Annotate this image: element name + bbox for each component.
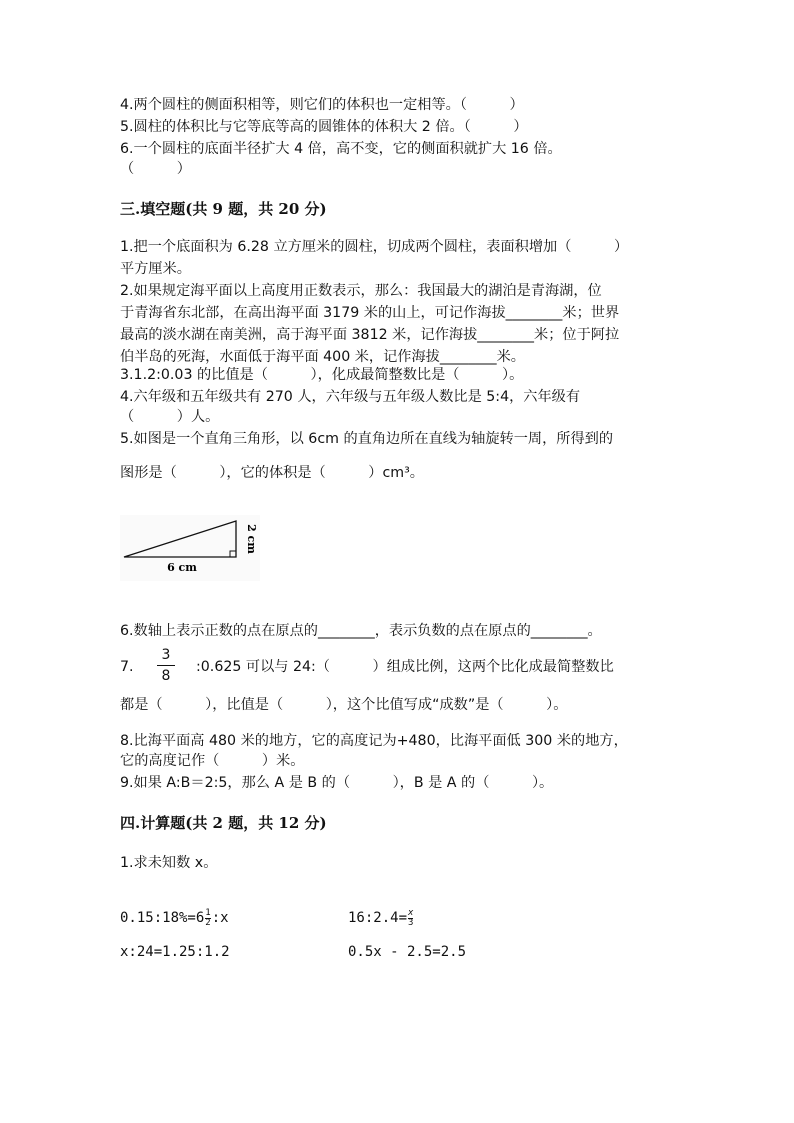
- fill-question-4: 4.六年级和五年级共有 270 人，六年级与五年级人数比是 5:4，六年级有: [120, 389, 581, 405]
- fraction-bar: [157, 665, 175, 666]
- fill-question-6: 6.数轴上表示正数的点在原点的________，表示负数的点在原点的________。: [120, 623, 602, 639]
- fill-question-8-cont: 它的高度记作（ ）米。: [120, 753, 305, 769]
- base-label: 6 cm: [167, 561, 197, 574]
- fill-question-7-number: 7.: [120, 659, 134, 675]
- fill-question-3: 3.1.2:0.03 的比值是（ ），化成最简整数比是（ ）。: [120, 367, 524, 383]
- equation-4: 0.5x - 2.5=2.5: [348, 944, 467, 960]
- fraction-three-eighths: [157, 647, 175, 684]
- equation-1-fraction: [205, 909, 210, 928]
- judge-question-5: 5.圆柱的体积比与它等底等高的圆锥体的体积大 2 倍。（ ）: [120, 119, 528, 135]
- equation-1-left: 0.15:18%=6: [120, 910, 205, 926]
- equation-2-fraction-num: x: [408, 907, 414, 918]
- fill-question-5: 5.如图是一个直角三角形，以 6cm 的直角边所在直线为轴旋转一周，所得到的: [120, 431, 614, 447]
- fill-question-7-cont: 都是（ ），比值是（ ），这个比值写成“成数”是（ ）。: [120, 697, 568, 713]
- fill-question-2-cont1: 于青海省东北部，在高出海平面 3179 米的山上，可记作海拔________米；世界: [120, 305, 620, 321]
- equation-2-fraction-den: 3: [408, 917, 414, 928]
- equation-1-fraction-den: 2: [205, 917, 211, 928]
- equation-1-right: :x: [211, 910, 229, 926]
- fill-question-7: :0.625 可以与 24:（ ）组成比例，这两个比化成最简整数比: [196, 659, 614, 675]
- equation-2: [348, 908, 414, 928]
- judge-question-6: 6.一个圆柱的底面半径扩大 4 倍，高不变，它的侧面积就扩大 16 倍。: [120, 141, 562, 157]
- fill-question-2-cont2: 最高的淡水湖在南美洲，高于海平面 3812 米，记作海拔________米；位于阿拉: [120, 327, 620, 343]
- fill-question-1-cont: 平方厘米。: [120, 261, 191, 277]
- right-triangle-figure: [120, 515, 260, 581]
- fill-question-1: 1.把一个底面积为 6.28 立方厘米的圆柱，切成两个圆柱，表面积增加（ ）: [120, 239, 629, 255]
- equation-2-fraction: [408, 909, 413, 928]
- equation-1: [120, 908, 229, 928]
- calc-question-1: 1.求未知数 x。: [120, 855, 218, 871]
- equation-1-fraction-num: 1: [205, 907, 211, 918]
- equation-2-left: 16:2.4=: [348, 910, 408, 926]
- side-label: 2 cm: [245, 524, 258, 554]
- fill-question-4-cont: （ ）人。: [120, 409, 220, 425]
- fraction-denominator: 8: [161, 668, 171, 684]
- judge-question-4: 4.两个圆柱的侧面积相等，则它们的体积也一定相等。（ ）: [120, 97, 524, 113]
- fill-question-8: 8.比海平面高 480 米的地方，它的高度记为+480，比海平面低 300 米的地方，: [120, 733, 628, 749]
- fill-question-9: 9.如果 A:B＝2:5，那么 A 是 B 的（ ），B 是 A 的（ ）。: [120, 775, 554, 791]
- fraction-numerator: 3: [161, 647, 171, 663]
- fill-question-2: 2.如果规定海平面以上高度用正数表示，那么：我国最大的湖泊是青海湖，位: [120, 283, 602, 299]
- equation-3: x:24=1.25:1.2: [120, 944, 230, 960]
- fill-question-5-cont: 图形是（ ），它的体积是（ ）cm³。: [120, 465, 424, 481]
- fill-section-heading: 三.填空题(共 9 题，共 20 分): [120, 200, 327, 218]
- fill-question-2-cont3: 伯半岛的死海，水面低于海平面 400 米，记作海拔________米。: [120, 349, 525, 365]
- calc-section-heading: 四.计算题(共 2 题，共 12 分): [120, 814, 327, 832]
- judge-question-6-answer: （ ）: [120, 161, 191, 177]
